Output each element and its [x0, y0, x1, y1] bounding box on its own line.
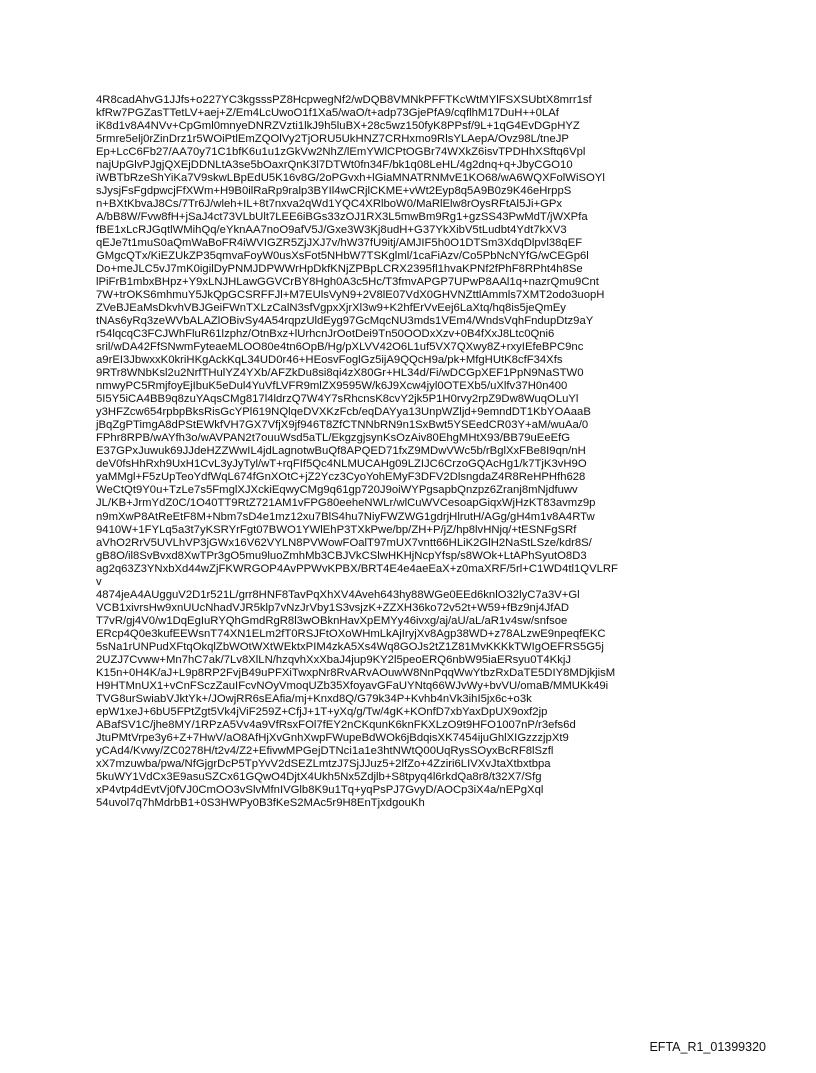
document-id-footer: EFTA_R1_01399320	[649, 1040, 766, 1054]
encoded-text-block: 4R8cadAhvG1JJfs+o227YC3kgsssPZ8HcpwegNf2/wDQB8VMNkPFFTKcWtMYlFSXSUbtX8mrr1sf kfRw7PGZasTTetLV+aej+Z/Em4LcUwoO1f1Xa5/waO/t+adp73GjePfA9/cqflhM17DuH++0LAf iK8d1v8A4NVv+CpGml0mnyeDNRZVzti1lkJ9h5luBX+28c5wz150fyK8PPsf/9L+1qG4EvDGpHYZ 5rmre5elj0rZinDrz1r5WOiPtlEmZQOlVy2TjORU5UkHNZ7CRHxmo9RlsYLAepA/Ovz98L/tneJP Ep+LcC6Fb27/AA70y71C1bfK6u1u1zGkVw2NhZ/lEmYWlCPtOGBr74WXkZ6isvTPDHhXSftq6Vpl najUpGlvPJgjQXEjDDNLtA3se5bOaxrQnK3l7DTWt0fn34F/bk1q08LeHL/4g2dnq+q+JbyCGO10 iWBTbRzeShYiKa7V9skwLBpEdU5K16v8G/2oPGvxh+lGiaMNATRNMvE1KO68/wA6WQXFolWiSOYl sJysjFsFgdpwcjFfXWm+H9B0ilRaRp9ralp3BYIl4wCRjlCKME+vWt2Eyp8q5A9B0z9K46eHrppS n+BXtKbvaJ8Cs/7Tr6J/wleh+IL+8t7nxva2qWd1YQC4XRlboW0/MaRlElw8rOysRFtAl5Ji+GPx A/bB8W/Fvw8fH+jSaJ4ct73VLbUlt7LEE6iBGs33zOJ1RX3L5mwBm9Rg1+gzSS43PwMdT/jWXPfa fBE1xLcRJGqtlWMihQq/eYknAA7noO9afV5J/Gxe3W3Kj8udH+G37YkXibV5tLudbt4Ydt7kXV3 qEJe7t1muS0aQmWaBoFR4iWVIGZR5ZjJXJ7v/hW37fU9itj/AMJIF5h0O1DTSm3XdqDlpvl38qEF GMgcQTx/KiEZUkZP35qmvaFoyW0usXsFot5NHbW7TSKglml/1caFiAzv/Co5PbNcNYfG/wCEGp6l Do+meJLC5vJ7mK0igilDyPNMJDPWWrHpDkfKNjZPBpLCRX2395fl1hvaKPNf2fPhF8RPht4h8Se lPiFrB1mbxBHpz+Y9xLNJHLawGGVCrBY8Hgh0A3c5Hc/T3fmvAPGP7UPwP8AAl1q+nazrQmu9Cnt 7W+trOKS6mhmuY5JkQpGCSRFFJl+M7EUlsVyN9+2V8lE07VdX0GHVNZttlAmmls7XMT2odo3uopH ZVeBJEaMsDkvhVBJGeiFWnTXLzCalN3sfVgpxXjrXl3w9+K2hfErVvEej6LaXtq/hq8is5jeQmEy tNAs6yRq3zeWVbALAZlOBivSy4A54rqpzUldEyg97GcMqcNU3mds1VEm4/WndsVqhFndupDtz9aY r54lqcqC3FCJWhFluR61lzphz/OtnBxz+lUrhcnJrOotDei9Tn50OODxXzv+0B4fXxJ8Ltc0Qni6 sril/wDA42FfSNwmFyteaeMLOO80e4tn6OpB/Hg/pXLVV42O6L1uf5VX7QXwy8Z+rxyIEfeBPC9nc a9rEI3JbwxxK0kriHKgAckKqL34UD0r46+HEosvFoglGz5ijA9QQcH9a/pk+MfgHUtK8cfF34Xfs 9RTr8WNbKsl2u2NrfTHulYZ4YXb/AFZkDu8si8qi4zX80Gr+HL34d/Fi/wDCGpXEF1PpN9NaSTW0 nmwyPC5RmjfoyEjIbuK5eDul4YuVfLVFR9mlZX9595W/k6J9Xcw4jyl0OTEXb5/uXlfv37H0n400 5I5Y5iCA4BB9q8zuYAqsCMg817l4ldrzQ7W4Y7sRhcnsK8cvY2jk5P1H0rvy2rpZ9Dw8WuqOLuYl y3HFZcw654rpbpBksRisGcYPl619NQlqeDVXKzFcb/eqDAYya13UnpWZljd+9emndDT1KbYOAaaB jBqZgPTimgA8dPStEWkfVH7GX7VfjX9jf946T8ZfCTNNbRN9n1SxBwt5YSEedCR03Y+aM/wuAa/0 FPhr8RPB/wAYfh3o/wAVPAN2t7ouuWsd5aTL/EkgzgjsynKsOzAiv80EhgMHtX93/BB79uEeEfG E37GPxJuwuk69JJdeHZZWwIL4jdLagnotwBuQf8APQED71fxZ9MDwVWc5b/rBglXxFBe8I9qn/nH deV0fsHhRxh9UxH1CvL3yJyTyl/wT+rqFIf5Qc4NLMUCAHg09LZIJC6CrzoGQAcHg1/k7TjK3vH9O yaMMgl+F5zUpTeoYdfWqL674fGnXOtC+jZ2Ycz3CyoYohEMyF3DFV2DlsngdaZ4R8ReHPHfh628 WeCtQt9Y0u+TzLe7s5FmglXJXckiEqwyCMg9q61gp720J9oiWYPgsapbQnzpz6Zranj8mNjdfuwv JL/KB+JrmYdZ0C/1O40TT9RtZ721AM1vFPG80eeheNWLr/wlCuWVCesoapGiqxWjHzKT83avmz9p n9mXwP8AtReEtF8M+Nbm7sD4e1mz12xu7BlS4hu7NiyFWZWG1gdrjHlrutH/AGg/gH4m1v8A4RTw 9410W+1FYLq5a3t7yKSRYrFgt07BWO1YWlEhP3TXkPwe/bp/ZH+P/jZ/hp8lvHNjq/+tESNFgSRf aVhO2RrV5UVLhVP3jGWx16V62VYLN8PVWowFOalT97mUX7vntt66HLiK2GlH2NaStLSze/kdr8S/ gB8O/il8SvBvxd8XwTPr3gO5mu9luoZmhMb3CBJVkCSlwHKHjNcpYfsp/s8WOk+LtAPhSyutO8D3 ag2q63Z3YNxbXd44wZjFKWRGOP4AvPPWvKPBX/BRT4E4e4aeEaX+z0maXRF/5rl+C1WD4tl1QVLRF v 4874jeA4AUgguV2D1r521L/grr8HNF8TavPqXhXV4Aveh643hy88WGe0EEd6knlO32lyC7a3V+Gl VCB1xivrsHw9xnUUcNhadVJR5klp7vNzJrVby1S3vsjzK+ZZXH36ko72v52t+W59+fBz9nj4JfAD T7vR/gj4V0/w1DqEgIuRYQhGmdRgR8l3wOBknHavXpEMYy46ivxg/aj/aU/aL/aR1v4sw/snfsoe ERcp4Q0e3kufEEWsnT74XN1ELm2fT0RSJFtOXoWHmLkAjIryjXv8Agp38WD+z78ALzwE9npeqfEKC 5sNa1rUNPudXFtqOkqlZbWOtWXtWEktxPIM4zkA5Xs4Wq8GOJs2tZ1Z81MvKKKkTWIgOEFRS5G5j 2UZJ7Cvww+Mn7hC7ak/7Lv8XlLN/hzqvhXxXbaJ4jup9KY2l5peoERQ6nbW95iaERsyu0T4KkjJ K15n+0H4K/aJ+L9p8RP2FvjB49uPFXiTwxpNr8RvARvAOuwW8NnPqqWwYtbzRxDaTE5DIY8MDjkjisM H9HTMnUX1+vCnFSczZauIFcvNOyVmoqUZb35XfoyavGFaUYNtq66WJvWy+bvVU/omaB/MMUKk49i TVG8urSwiabVJktYk+/JOwjRR6sEAfia/mj+Knxd8Q/G79k34P+Kvhb4nVk3ihI5jx6c+o3k epW1xeJ+6bU5FPtZgt5Vk4jViF259Z+CfjJ+1T+yXq/g/Tw/4gK+KOnfD7xbYaxDpUX9oxf2jp ABafSV1C/jhe8MY/1RPzA5Vv4a9VfRsxFOl7fEY2nCKqunK6knFKXLzO9t9HFO1007nP/r3efs6d JtuPMtVrpe3y6+Z+7HwV/aO8AfHjXvGnhXwpFWupeBdWOk6jBdqisXK7454ijuGhlXIGzzzjpXt9 yCAd4/Kvwy/ZC0278H/t2v4/Z2+EfivwMPGejDTNci1a1e3htNWtQ00UqRysSOyxBcRF8lSzfl xX7mzuwba/pwa/NfGjgrDcP5TpYvV2dSEZLmtzJ7SjJJuz5+2lfZo+4Zziri6LIVXvJtaXtbxtbpa 5kuWY1VdCx3E9asuSZCx61GQwO4DjtX4Ukh5Nx5Zdjlb+S8tpyq4l6rkdQa8r8/t32X7/Sfg xP4vtp4dEvtVj0fVJ0CmOO3vSlvMfnIVGlb8K9u1Tq+yqPsPJ7GvyD/AOCp3iX4a/nEPgXql 54uvol7q7hMdrbB1+0S3HWPy0B3fKeS2MAc5r9H8EnTjxdgouKh	[96, 94, 618, 809]
